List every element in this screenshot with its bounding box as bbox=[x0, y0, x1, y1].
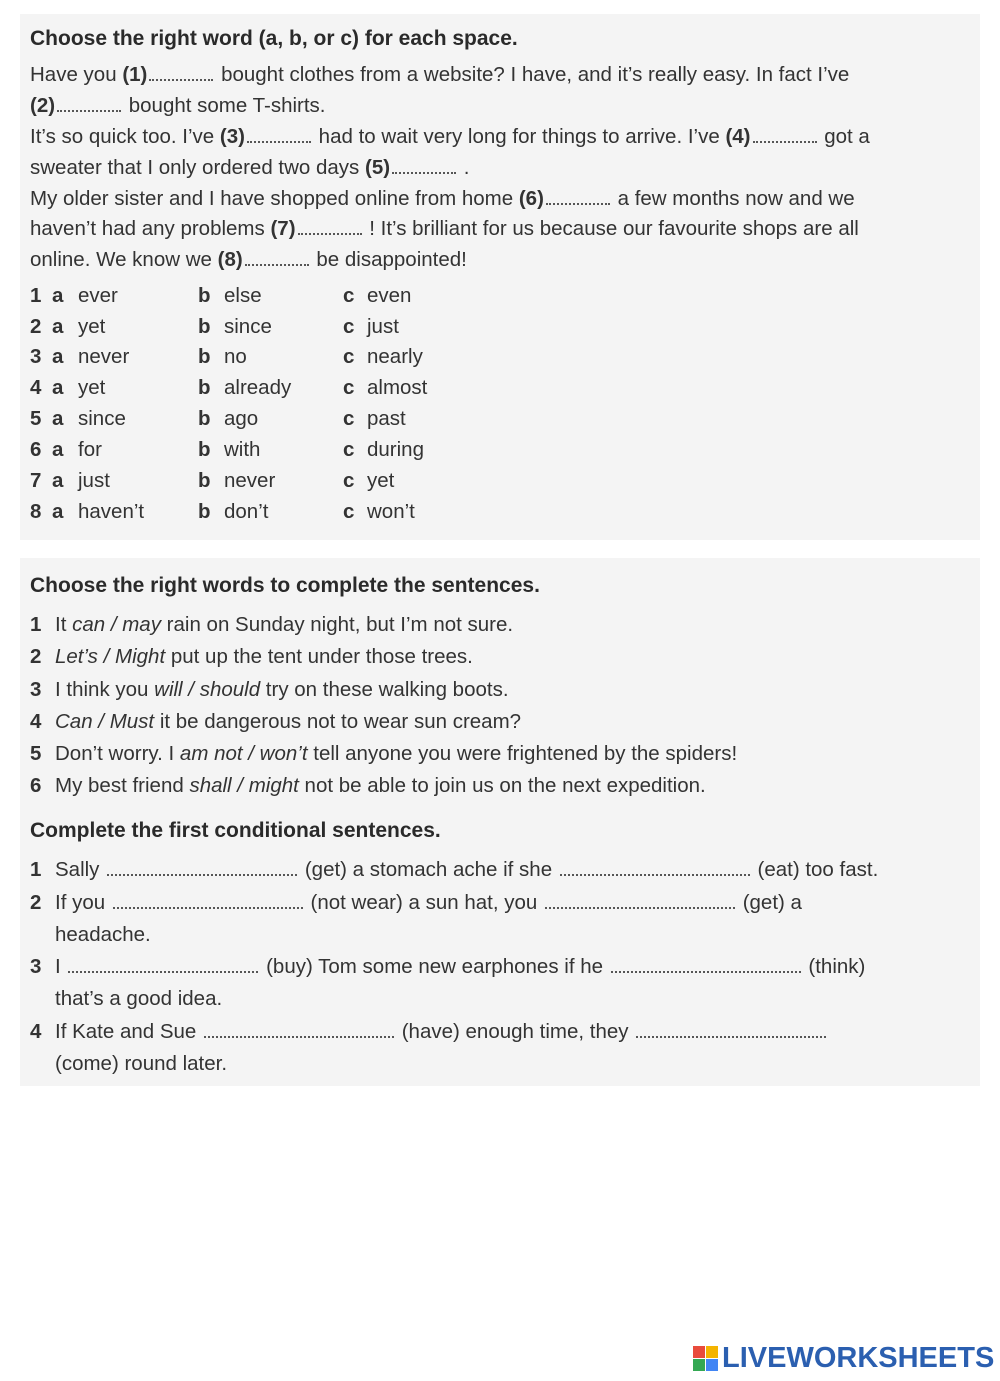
answer-blank[interactable] bbox=[611, 957, 801, 973]
item-number: 4 bbox=[30, 1020, 42, 1043]
option-row: 1 a ever b else c even bbox=[30, 284, 412, 307]
option-c[interactable]: yet bbox=[367, 469, 395, 492]
option-b[interactable]: with bbox=[224, 438, 261, 461]
option-a[interactable]: ever bbox=[78, 284, 118, 307]
word-choice[interactable]: am not / won’t bbox=[179, 742, 308, 765]
blank-1[interactable] bbox=[149, 65, 213, 81]
option-a[interactable]: just bbox=[78, 469, 110, 492]
blank-3[interactable] bbox=[247, 127, 311, 143]
word-choice[interactable]: shall / might bbox=[189, 774, 299, 797]
answer-blank[interactable] bbox=[113, 893, 303, 909]
option-c[interactable]: nearly bbox=[367, 345, 423, 368]
word-choice[interactable]: can / may bbox=[72, 613, 161, 636]
answer-blank[interactable] bbox=[68, 957, 258, 973]
option-a[interactable]: yet bbox=[78, 315, 106, 338]
answer-blank[interactable] bbox=[204, 1022, 394, 1038]
option-row: 7 a just b never c yet bbox=[30, 469, 395, 492]
option-row: 2 a yet b since c just bbox=[30, 315, 399, 338]
sentence-2: Let’s / Might put up the tent under those trees. bbox=[55, 645, 473, 668]
conditional-2: If you (not wear) a sun hat, you (get) a bbox=[55, 891, 802, 914]
section1-heading: Choose the right word (a, b, or c) for each space. bbox=[30, 27, 518, 50]
option-a[interactable]: for bbox=[78, 438, 102, 461]
item-number: 5 bbox=[30, 742, 42, 765]
answer-blank[interactable] bbox=[560, 860, 750, 876]
conditional-1: Sally (get) a stomach ache if she (eat) too fast. bbox=[55, 858, 879, 881]
logo-text: LIVEWORKSHEETS bbox=[722, 1341, 995, 1374]
option-a[interactable]: never bbox=[78, 345, 130, 368]
item-number: 4 bbox=[30, 710, 42, 733]
word-choice[interactable]: Can / Must bbox=[55, 710, 155, 733]
conditional-4-cont: (come) round later. bbox=[55, 1052, 228, 1075]
conditional-3: I (buy) Tom some new earphones if he (think) bbox=[55, 955, 866, 978]
option-c[interactable]: won’t bbox=[367, 500, 415, 523]
option-b[interactable]: ago bbox=[224, 407, 259, 430]
passage-line-5: My older sister and I have shopped online from home (6) a few months now and we bbox=[30, 187, 855, 210]
blank-7[interactable] bbox=[298, 219, 362, 235]
sentence-5: Don’t worry. I am not / won’t tell anyone you were frightened by the spiders! bbox=[55, 742, 738, 765]
item-number: 3 bbox=[30, 955, 42, 978]
blank-2[interactable] bbox=[57, 96, 121, 112]
option-b[interactable]: since bbox=[224, 315, 272, 338]
blank-8[interactable] bbox=[245, 250, 309, 266]
conditional-3-cont: that’s a good idea. bbox=[55, 987, 223, 1010]
sentence-4: Can / Must it be dangerous not to wear sun cream? bbox=[55, 710, 522, 733]
answer-blank[interactable] bbox=[545, 893, 735, 909]
blank-6[interactable] bbox=[546, 189, 610, 205]
option-b[interactable]: never bbox=[224, 469, 276, 492]
answer-blank[interactable] bbox=[636, 1022, 826, 1038]
option-c[interactable]: even bbox=[367, 284, 412, 307]
word-choice[interactable]: will / should bbox=[154, 678, 261, 701]
item-number: 1 bbox=[30, 613, 42, 636]
sentence-1: It can / may rain on Sunday night, but I’m not sure. bbox=[55, 613, 514, 636]
sentence-3: I think you will / should try on these walking boots. bbox=[55, 678, 509, 701]
word-choice[interactable]: Let’s / Might bbox=[55, 645, 166, 668]
option-c[interactable]: during bbox=[367, 438, 424, 461]
section3-heading: Complete the first conditional sentences. bbox=[30, 819, 441, 842]
option-b[interactable]: don’t bbox=[224, 500, 269, 523]
option-a[interactable]: since bbox=[78, 407, 126, 430]
blank-4[interactable] bbox=[753, 127, 817, 143]
passage-line-3: It’s so quick too. I’ve (3) had to wait very long for things to arrive. I’ve (4) got a bbox=[30, 125, 870, 148]
passage-line-6: haven’t had any problems (7) ! It’s brilliant for us because our favourite shops are all bbox=[30, 217, 859, 240]
item-number: 2 bbox=[30, 891, 42, 914]
option-row: 3 a never b no c nearly bbox=[30, 345, 423, 368]
blank-5[interactable] bbox=[392, 158, 456, 174]
passage-line-1: Have you (1) bought clothes from a website? I have, and it’s really easy. In fact I’ve bbox=[30, 63, 850, 86]
passage-line-2: (2) bought some T-shirts. bbox=[30, 94, 326, 117]
option-c[interactable]: just bbox=[367, 315, 399, 338]
passage-line-7: online. We know we (8) be disappointed! bbox=[30, 248, 467, 271]
option-a[interactable]: haven’t bbox=[78, 500, 145, 523]
option-c[interactable]: past bbox=[367, 407, 406, 430]
item-number: 1 bbox=[30, 858, 42, 881]
liveworksheets-logo[interactable] bbox=[693, 1343, 994, 1373]
item-number: 3 bbox=[30, 678, 42, 701]
item-number: 2 bbox=[30, 645, 42, 668]
option-row: 5 a since b ago c past bbox=[30, 407, 406, 430]
sentence-6: My best friend shall / might not be able to join us on the next expedition. bbox=[55, 774, 706, 797]
section2-heading: Choose the right words to complete the sentences. bbox=[30, 574, 540, 597]
option-b[interactable]: else bbox=[224, 284, 262, 307]
passage-line-4: sweater that I only ordered two days (5) . bbox=[30, 156, 470, 179]
liveworksheets-logo-icon bbox=[693, 1346, 718, 1371]
option-b[interactable]: already bbox=[224, 376, 292, 399]
item-number: 6 bbox=[30, 774, 42, 797]
conditional-2-cont: headache. bbox=[55, 923, 151, 946]
option-a[interactable]: yet bbox=[78, 376, 106, 399]
option-row: 6 a for b with c during bbox=[30, 438, 424, 461]
answer-blank[interactable] bbox=[107, 860, 297, 876]
option-c[interactable]: almost bbox=[367, 376, 428, 399]
conditional-4: If Kate and Sue (have) enough time, they bbox=[55, 1020, 828, 1044]
option-b[interactable]: no bbox=[224, 345, 247, 368]
option-row: 8 a haven’t b don’t c won’t bbox=[30, 500, 415, 523]
option-row: 4 a yet b already c almost bbox=[30, 376, 428, 399]
